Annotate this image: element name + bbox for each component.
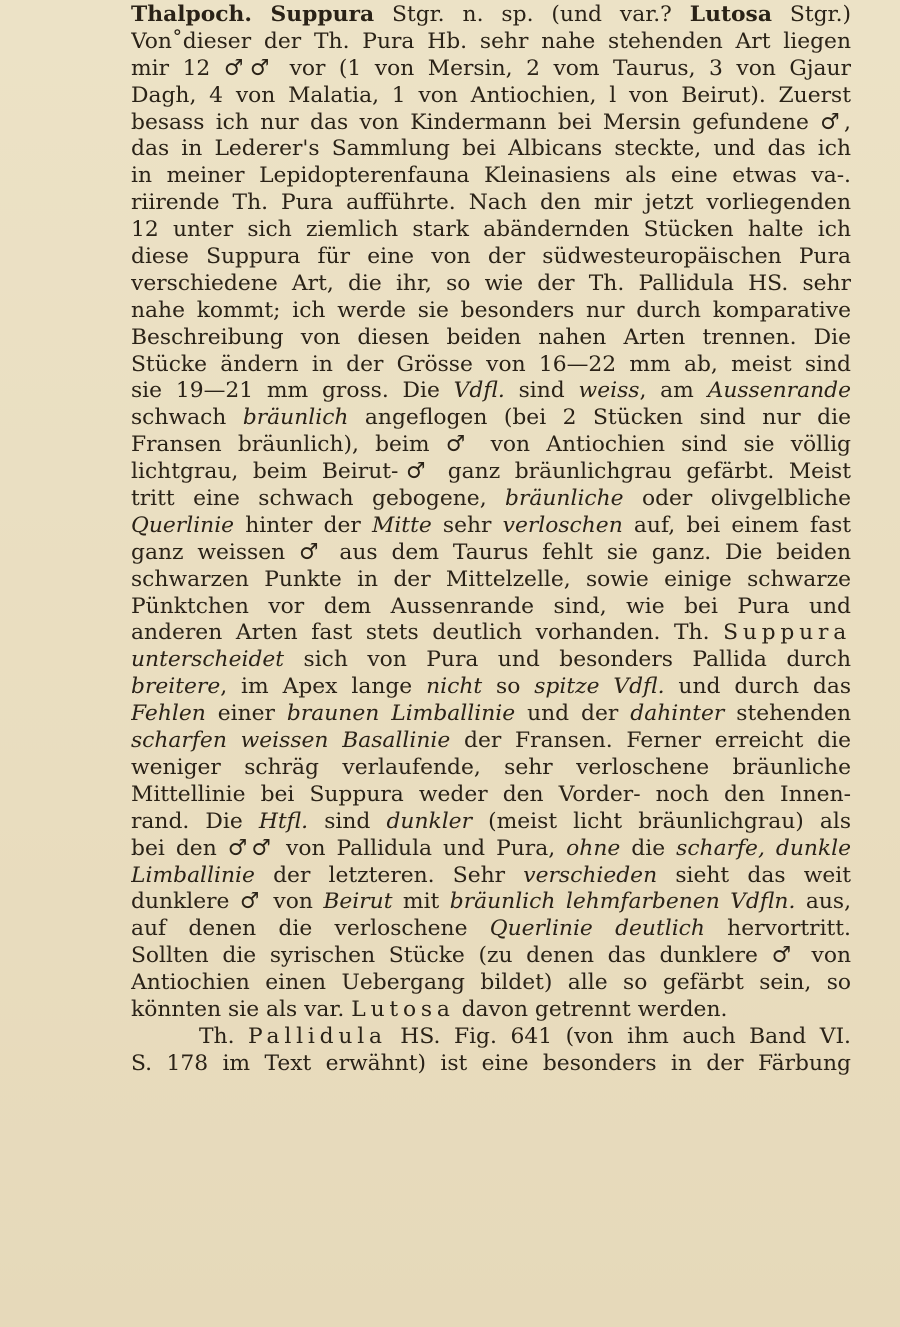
text-segment: sind xyxy=(504,378,579,404)
text-segment: die xyxy=(620,835,677,861)
text-line xyxy=(131,620,851,647)
text-segment: S. 178 im Text erwähnt) ist eine besonders in der Färbung xyxy=(131,1050,851,1076)
text-segment: Von˚dieser der Th. Pura Hb. sehr nahe stehenden Art liegen xyxy=(131,28,851,54)
text-line xyxy=(131,56,851,83)
text-segment: (meist licht bräunlichgrau) als xyxy=(472,808,851,834)
text-segment: aus, xyxy=(795,889,851,915)
text-segment: mit xyxy=(392,889,450,915)
text-line xyxy=(131,136,851,163)
text-segment: Pallidula xyxy=(248,1023,387,1049)
text-segment: Querlinie deutlich xyxy=(489,916,705,942)
text-segment: sehr xyxy=(431,512,503,538)
text-segment: tritt eine schwach gebogene, xyxy=(131,486,506,512)
text-segment: Lutosa xyxy=(351,996,455,1022)
text-segment: sich von Pura und besonders Pallida durch xyxy=(284,647,851,673)
text-segment: auf denen die verloschene xyxy=(131,916,490,942)
text-segment: unterscheidet xyxy=(131,647,285,673)
text-segment: riirende Th. Pura aufführte. Nach den mir jetzt vorliegenden xyxy=(131,190,851,216)
text-segment: nahe kommt; ich werde sie besonders nur durch komparative xyxy=(131,297,851,323)
text-segment: Fransen bräunlich), beim ♂ von Antiochien sind sie völlig xyxy=(131,432,851,458)
paragraph-suppura xyxy=(131,2,851,1024)
text-segment: das in Lederer's Sammlung bei Albicans steckte, und das ich xyxy=(131,136,851,162)
text-segment: und der xyxy=(515,701,631,727)
text-line xyxy=(131,970,851,997)
text-segment: der letzteren. Sehr xyxy=(254,862,524,888)
text-segment: besass ich nur das von Kindermann bei Mersin gefundene ♂, xyxy=(131,109,851,135)
text-line xyxy=(131,755,851,782)
text-segment: rand. Die xyxy=(131,808,259,834)
text-segment: Querlinie xyxy=(131,512,235,538)
text-segment: Beschreibung von diesen beiden nahen Arten trennen. Die xyxy=(131,324,851,350)
text-line xyxy=(131,513,851,540)
text-line xyxy=(131,325,851,352)
text-segment: breitere xyxy=(131,674,221,700)
text-segment: Mittellinie bei Suppura weder den Vorder- noch den Innen- xyxy=(131,781,851,807)
text-line xyxy=(131,432,851,459)
text-block xyxy=(131,2,851,1078)
text-segment: Fehlen xyxy=(131,701,206,727)
text-segment: oder olivgelbliche xyxy=(623,486,851,512)
text-line xyxy=(131,540,851,567)
text-line xyxy=(131,83,851,110)
text-line xyxy=(131,486,851,513)
text-segment: HS. Fig. 641 (von ihm auch Band VI. xyxy=(386,1023,851,1049)
text-segment: Mitte xyxy=(372,512,432,538)
text-segment: Th. xyxy=(199,1023,249,1049)
text-segment: bräunlich lehmfarbenen Vdfln. xyxy=(449,889,796,915)
text-segment: der Fransen. Ferner erreicht die xyxy=(450,728,851,754)
text-segment: scharfen weissen Basallinie xyxy=(131,728,451,754)
text-segment: könnten sie als var. xyxy=(131,996,352,1022)
text-line xyxy=(131,352,851,379)
text-segment: Stgr.) xyxy=(771,2,851,27)
text-line xyxy=(131,110,851,137)
text-segment: verschieden xyxy=(523,862,658,888)
text-segment: verschiedene Art, die ihr, so wie der Th. Pallidula HS. sehr xyxy=(131,270,851,296)
text-segment: davon getrennt werden. xyxy=(454,996,728,1022)
text-segment: Antiochien einen Uebergang bildet) alle so gefärbt sein, so xyxy=(131,970,851,996)
text-segment: bräunliche xyxy=(505,486,624,512)
text-segment: stehenden xyxy=(724,701,851,727)
text-segment: scharfe, dunkle xyxy=(676,835,851,861)
text-segment: bei den ♂♂ von Pallidula und Pura, xyxy=(131,835,567,861)
text-segment: nicht xyxy=(426,674,483,700)
text-line xyxy=(131,217,851,244)
text-segment: weniger schräg verlaufende, sehr verloschene bräunliche xyxy=(131,754,851,780)
text-segment: Aussenrande xyxy=(707,378,851,404)
text-line xyxy=(131,405,851,432)
text-segment: dahinter xyxy=(630,701,725,727)
text-segment: Stgr. n. sp. (und var.? xyxy=(374,2,690,27)
text-segment: sieht das weit xyxy=(657,862,851,888)
text-segment: hinter der xyxy=(234,512,373,538)
text-segment: und durch das xyxy=(664,674,851,700)
text-segment: schwarzen Punkte in der Mittelzelle, sowie einige schwarze xyxy=(131,566,851,592)
text-segment: hervortritt. xyxy=(704,916,851,942)
text-segment: sind xyxy=(308,808,387,834)
text-segment: Vdfl. xyxy=(453,378,505,404)
text-line xyxy=(131,190,851,217)
text-line xyxy=(131,836,851,863)
text-segment: sie 19—21 mm gross. Die xyxy=(131,378,454,404)
text-segment: braunen Limballinie xyxy=(286,701,516,727)
text-line xyxy=(131,298,851,325)
text-line xyxy=(131,674,851,701)
text-segment: dunkler xyxy=(386,808,472,834)
text-segment: in meiner Lepidopterenfauna Kleinasiens als eine etwas va-. xyxy=(131,163,851,189)
text-line xyxy=(131,863,851,890)
text-segment: Dagh, 4 von Malatia, 1 von Antiochien, l von Beirut). Zuerst xyxy=(131,82,851,108)
text-segment: lichtgrau, beim Beirut-♂ ganz bräunlichgrau gefärbt. Meist xyxy=(131,459,851,485)
text-segment: Limballinie xyxy=(131,862,255,888)
text-line xyxy=(131,889,851,916)
text-line xyxy=(131,1051,851,1078)
text-segment: , am xyxy=(639,378,708,404)
text-segment: dunklere ♂ von xyxy=(131,889,324,915)
text-line xyxy=(131,567,851,594)
text-line xyxy=(131,701,851,728)
text-segment: mir 12 ♂♂ vor (1 von Mersin, 2 vom Taurus, 3 von Gjaur xyxy=(131,55,851,81)
text-line xyxy=(131,916,851,943)
text-segment: einer xyxy=(205,701,287,727)
text-segment: so xyxy=(482,674,535,700)
text-segment: schwach xyxy=(131,405,243,431)
text-segment: ganz weissen ♂ aus dem Taurus fehlt sie ganz. Die beiden xyxy=(131,539,851,565)
text-segment: spitze Vdfl. xyxy=(534,674,665,700)
text-segment: verloschen xyxy=(502,512,623,538)
text-line xyxy=(131,943,851,970)
text-segment: , im Apex lange xyxy=(220,674,427,700)
text-line xyxy=(131,1024,851,1051)
text-line xyxy=(131,29,851,56)
text-segment: auf, bei einem fast xyxy=(622,512,851,538)
text-segment: Stücke ändern in der Grösse von 16—22 mm ab, meist sind xyxy=(131,351,851,377)
text-line xyxy=(131,2,851,29)
text-line xyxy=(131,782,851,809)
text-segment: Sollten die syrischen Stücke (zu denen das dunklere ♂ von xyxy=(131,943,851,969)
text-segment: Thalpoch. Suppura xyxy=(131,2,375,27)
text-segment: Suppura xyxy=(723,620,851,646)
text-segment: Lutosa xyxy=(689,2,772,27)
text-segment: bräunlich xyxy=(242,405,349,431)
text-line xyxy=(131,378,851,405)
text-line xyxy=(131,728,851,755)
text-segment: ohne xyxy=(566,835,621,861)
text-segment: 12 unter sich ziemlich stark abändernden Stücken halte ich xyxy=(131,217,851,243)
text-line xyxy=(131,647,851,674)
text-segment: weiss xyxy=(578,378,640,404)
text-segment: angeflogen (bei 2 Stücken sind nur die xyxy=(348,405,851,431)
paragraph-pallidula xyxy=(131,1024,851,1078)
text-line xyxy=(131,163,851,190)
text-segment: anderen Arten fast stets deutlich vorhanden. Th. xyxy=(131,620,724,646)
text-line xyxy=(131,594,851,621)
text-segment: diese Suppura für eine von der südwesteuropäischen Pura xyxy=(131,244,851,270)
text-segment: Htfl. xyxy=(258,808,309,834)
text-segment: Pünktchen vor dem Aussenrande sind, wie bei Pura und xyxy=(131,593,851,619)
text-line xyxy=(131,459,851,486)
text-line xyxy=(131,997,851,1024)
text-line xyxy=(131,271,851,298)
text-line xyxy=(131,244,851,271)
text-line xyxy=(131,809,851,836)
text-segment: Beirut xyxy=(323,889,393,915)
